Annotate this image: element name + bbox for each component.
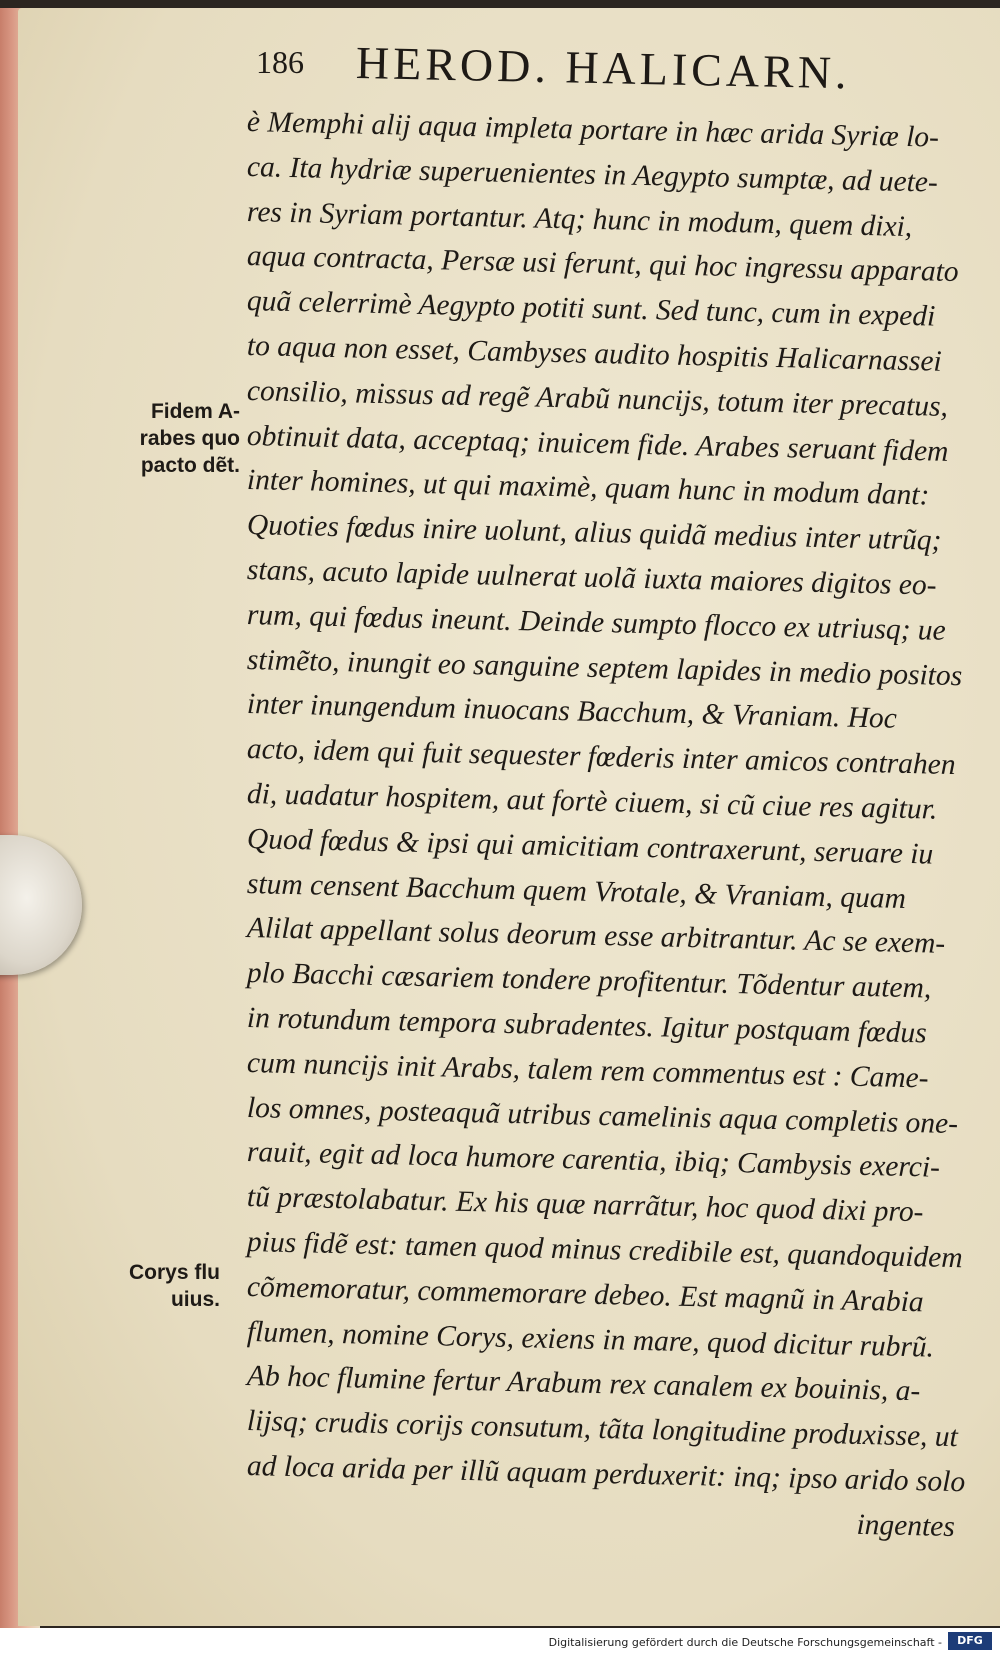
text-line: stans, acuto lapide uulnerat uolã iuxta maiores digitos eo- xyxy=(246,553,937,602)
text-line: ca. Ita hydriæ superuenientes in Aegypto sumptæ, ad uete- xyxy=(246,150,939,199)
text-line: di, uadatur hospitem, aut fortè ciuem, si cũ ciue res agitur. xyxy=(246,777,938,826)
text-line: è Memphi alij aqua impleta portare in hæc arida Syriæ lo- xyxy=(246,106,940,154)
text-line: rauit, egit ad loca humore carentia, ibiq; Cambysis exerci- xyxy=(246,1136,941,1185)
running-title: HEROD. HALICARN. xyxy=(355,37,852,99)
text-line: tũ præstolabatur. Ex his quæ narrãtur, hoc quod dixi pro- xyxy=(246,1181,924,1229)
text-line: obtinuit data, acceptaq; inuicem fide. Arabes seruant fidem xyxy=(246,419,949,468)
text-line: plo Bacchi cæsariem tondere profitentur. Tõdentur autem, xyxy=(246,957,932,1005)
text-line: Ab hoc flumine fertur Arabum rex canalem ex bouinis, a- xyxy=(246,1360,921,1408)
text-line: res in Syriam portantur. Atq; hunc in modum, quem dixi, xyxy=(246,195,913,243)
page-number: 186 xyxy=(256,44,304,80)
marginal-note-line: Corys flu xyxy=(128,1261,220,1284)
text-line: inter homines, ut qui maximè, quam hunc in modum dant: xyxy=(246,464,930,512)
digitization-credit: Digitalisierung gefördert durch die Deutsche Forschungsgemeinschaft - xyxy=(548,1636,942,1649)
text-line: flumen, nomine Corys, exiens in mare, quod dicitur rubrũ. xyxy=(246,1315,935,1364)
body-text xyxy=(246,100,967,1543)
text-line: pius fidẽ est: tamen quod minus credibile est, quandoquidem xyxy=(246,1225,964,1275)
text-line: rum, qui fœdus ineunt. Deinde sumpto flocco ex utriusq; ue xyxy=(246,598,947,647)
dfg-logo: DFG xyxy=(948,1632,992,1650)
marginal-note-fidem-arabes xyxy=(110,398,240,479)
text-line: inter inungendum inuocans Bacchum, & Vraniam. Hoc xyxy=(246,688,898,736)
text-line: stum censent Bacchum quem Vrotale, & Vraniam, quam xyxy=(246,867,907,915)
text-line: ad loca arida per illũ aquam perduxerit: inq; ipso arido solo xyxy=(246,1449,966,1499)
text-line: acto, idem qui fuit sequester fœderis inter amicos contrahen xyxy=(246,733,956,782)
text-line: aqua contracta, Persæ usi ferunt, qui hoc ingressu apparato xyxy=(246,240,960,289)
text-line: ingentes xyxy=(856,1508,956,1543)
marginal-note-line: rabes quo xyxy=(139,427,240,450)
text-line: cum nuncijs init Arabs, talem rem commentus est : Came- xyxy=(246,1046,929,1095)
text-line: lijsq; crudis corijs consutum, tãta longitudine produxisse, ut xyxy=(246,1405,959,1454)
text-line: Alilat appellant solus deorum esse arbitrantur. Ac se exem- xyxy=(246,912,946,961)
page-header xyxy=(256,36,956,99)
marginal-note-line: pacto dẽt. xyxy=(140,454,240,477)
text-line: to aqua non esset, Cambyses audito hospitis Halicarnassei xyxy=(246,329,943,378)
marginal-note-line: uius. xyxy=(170,1288,220,1311)
text-line: Quoties fœdus inire uolunt, alius quidã medius inter utrũq; xyxy=(246,509,942,557)
marginal-note-corys-fluvius xyxy=(100,1259,220,1313)
text-line: los omnes, posteaquã utribus camelinis aqua completis one- xyxy=(246,1091,959,1140)
text-line: quã celerrimè Aegypto potiti sunt. Sed tunc, cum in expedi xyxy=(246,285,936,333)
text-line: in rotundum tempora subradentes. Igitur postquam fœdus xyxy=(246,1001,928,1050)
text-line: stimẽto, inungit eo sanguine septem lapides in medio positos xyxy=(246,643,963,692)
text-line: Quod fœdus & ipsi qui amicitiam contraxerunt, seruare iu xyxy=(246,822,934,871)
marginal-note-line: Fidem A- xyxy=(150,400,240,423)
text-line: cõmemoratur, commemorare debeo. Est magnũ in Arabia xyxy=(246,1270,924,1319)
text-line: consilio, missus ad regẽ Arabũ nuncijs, totum iter precatus, xyxy=(246,374,949,423)
